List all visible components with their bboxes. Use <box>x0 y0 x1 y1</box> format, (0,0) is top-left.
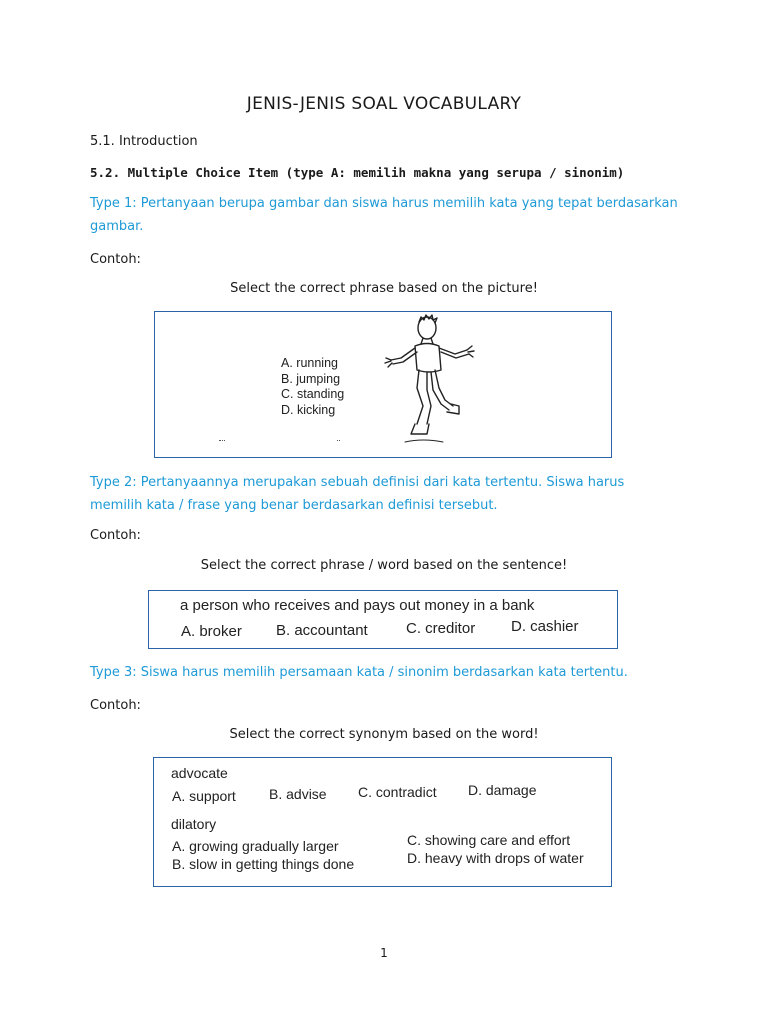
type2-instruction: Select the correct phrase / word based on the sentence! <box>200 558 568 573</box>
q1-option-b: B. advise <box>269 786 327 802</box>
option-d: D. kicking <box>281 402 336 417</box>
q2-option-a: A. growing gradually larger <box>172 838 339 854</box>
type3-instruction: Select the correct synonym based on the word! <box>229 727 539 742</box>
q1-option-a: A. support <box>172 788 236 804</box>
page-title: JENIS-JENIS SOAL VOCABULARY <box>246 94 522 114</box>
q1-option-c: C. contradict <box>358 784 437 800</box>
q2-option-b: B. slow in getting things done <box>172 856 355 872</box>
section-multiple-choice: 5.2. Multiple Choice Item (type A: memilih makna yang serupa / sinonim) <box>90 165 625 180</box>
type1-instruction: Select the correct phrase based on the picture! <box>230 281 538 296</box>
type2-example-box <box>148 590 618 649</box>
type2-contoh: Contoh: <box>90 528 141 543</box>
option-c: C. creditor <box>406 620 476 637</box>
page-number: 1 <box>380 946 388 960</box>
type1-contoh: Contoh: <box>90 252 141 267</box>
option-b: B. accountant <box>276 622 368 639</box>
q2-option-d: D. heavy with drops of water <box>407 850 584 866</box>
type1-example-box <box>154 311 612 458</box>
jumping-boy-drawing <box>383 314 479 452</box>
q1-word: advocate <box>171 765 228 781</box>
type3-description: Type 3: Siswa harus memilih persamaan kata / sinonim berdasarkan kata tertentu. <box>90 665 628 680</box>
q2-option-c: C. showing care and effort <box>407 832 571 848</box>
scan-mark <box>337 440 340 441</box>
type2-description: Type 2: Pertanyaannya merupakan sebuah definisi dari kata tertentu. Siswa harus memilih kata / frase yang benar berdasarkan definisi tersebut. <box>90 475 625 513</box>
scan-mark <box>219 440 225 441</box>
q1-option-d: D. damage <box>468 782 537 798</box>
type1-options <box>281 356 344 418</box>
type3-contoh: Contoh: <box>90 698 141 713</box>
option-d: D. cashier <box>511 618 579 635</box>
option-b: B. jumping <box>281 371 341 386</box>
option-a: A. broker <box>181 623 242 640</box>
type1-description: Type 1: Pertanyaan berupa gambar dan siswa harus memilih kata yang tepat berdasarkan gambar. <box>90 196 678 234</box>
section-introduction: 5.1. Introduction <box>90 134 198 149</box>
type3-example-box <box>153 757 612 887</box>
option-c: C. standing <box>281 387 345 401</box>
q2-word: dilatory <box>171 816 217 832</box>
type2-question: a person who receives and pays out money in a bank <box>180 597 535 614</box>
option-a: A. running <box>281 356 338 370</box>
